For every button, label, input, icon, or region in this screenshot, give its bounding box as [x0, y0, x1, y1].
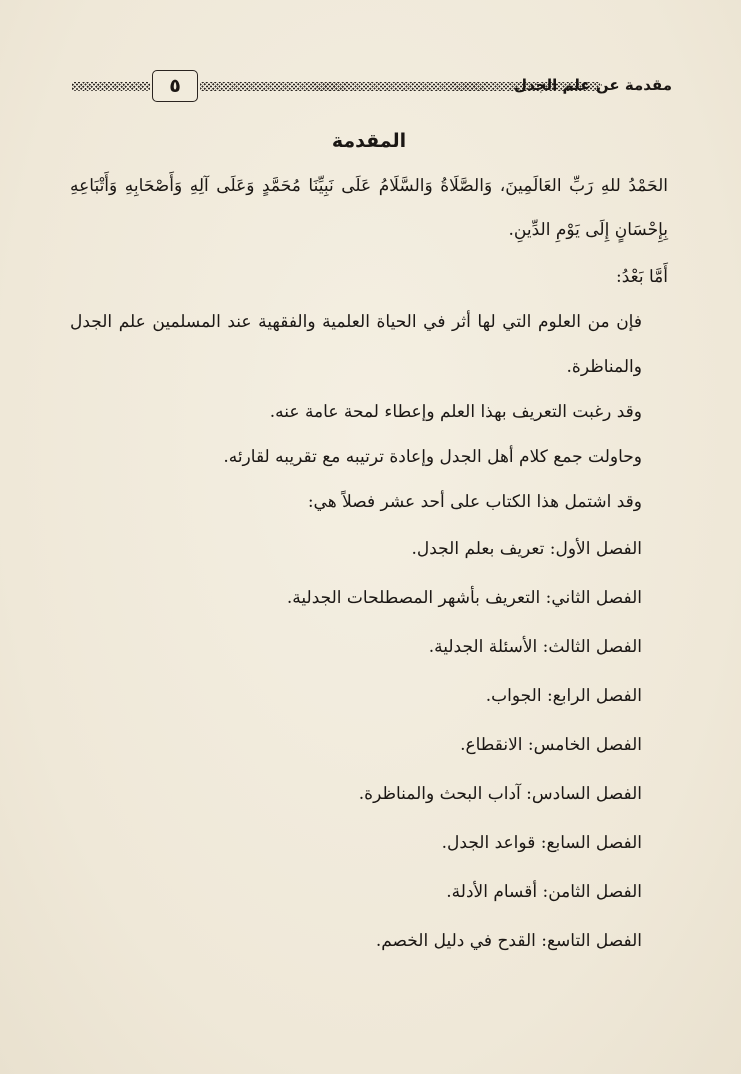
paragraph-1: فإن من العلوم التي لها أثر في الحياة العلمية والفقهية عند المسلمين علم الجدل والمناظرة. [70, 312, 642, 377]
chapter-item-8: الفصل الثامن: أقسام الأدلة. [446, 882, 642, 902]
header-ornament-left [72, 82, 150, 91]
chapter-item-3: الفصل الثالث: الأسئلة الجدلية. [428, 637, 642, 657]
chapter-list [70, 525, 668, 966]
page-number: ٥ [152, 70, 198, 102]
chapter-item-4: الفصل الرابع: الجواب. [485, 686, 642, 706]
chapter-item-1: الفصل الأول: تعريف بعلم الجدل. [411, 539, 642, 559]
chapter-item-2: الفصل الثاني: التعريف بأشهر المصطلحات الجدلية. [286, 588, 642, 608]
chapter-item-9: الفصل التاسع: القدح في دليل الخصم. [375, 931, 642, 951]
running-title: مقدمة عن علم الجدل [514, 76, 672, 94]
amma-bad-line: أَمَّا بَعْدُ: [616, 267, 668, 287]
chapter-item-7: الفصل السابع: قواعد الجدل. [441, 833, 642, 853]
page-title: المقدمة [331, 130, 407, 152]
chapter-item-6: الفصل السادس: آداب البحث والمناظرة. [358, 784, 642, 804]
page-content [70, 124, 668, 966]
paragraph-2: وقد رغبت التعريف بهذا العلم وإعطاء لمحة عامة عنه. [269, 402, 642, 422]
paragraph-3: وحاولت جمع كلام أهل الجدل وإعادة ترتيبه مع تقريبه لقارئه. [223, 447, 642, 467]
paragraph-4: وقد اشتمل هذا الكتاب على أحد عشر فصلاً هي: [307, 492, 642, 512]
chapter-item-5: الفصل الخامس: الانقطاع. [460, 735, 642, 755]
running-header [72, 70, 672, 104]
intro-paragraph: الحَمْدُ للهِ رَبِّ العَالَمِينَ، وَالصَّلَاةُ وَالسَّلَامُ عَلَى نَبِيِّنَا مُحَمَّدٍ وَعَلَى آلِهِ وَأَصْحَابِهِ وَأَتْبَاعِهِ بِإِحْسَانٍ إِلَى يَوْمِ الدِّينِ. [70, 176, 668, 240]
